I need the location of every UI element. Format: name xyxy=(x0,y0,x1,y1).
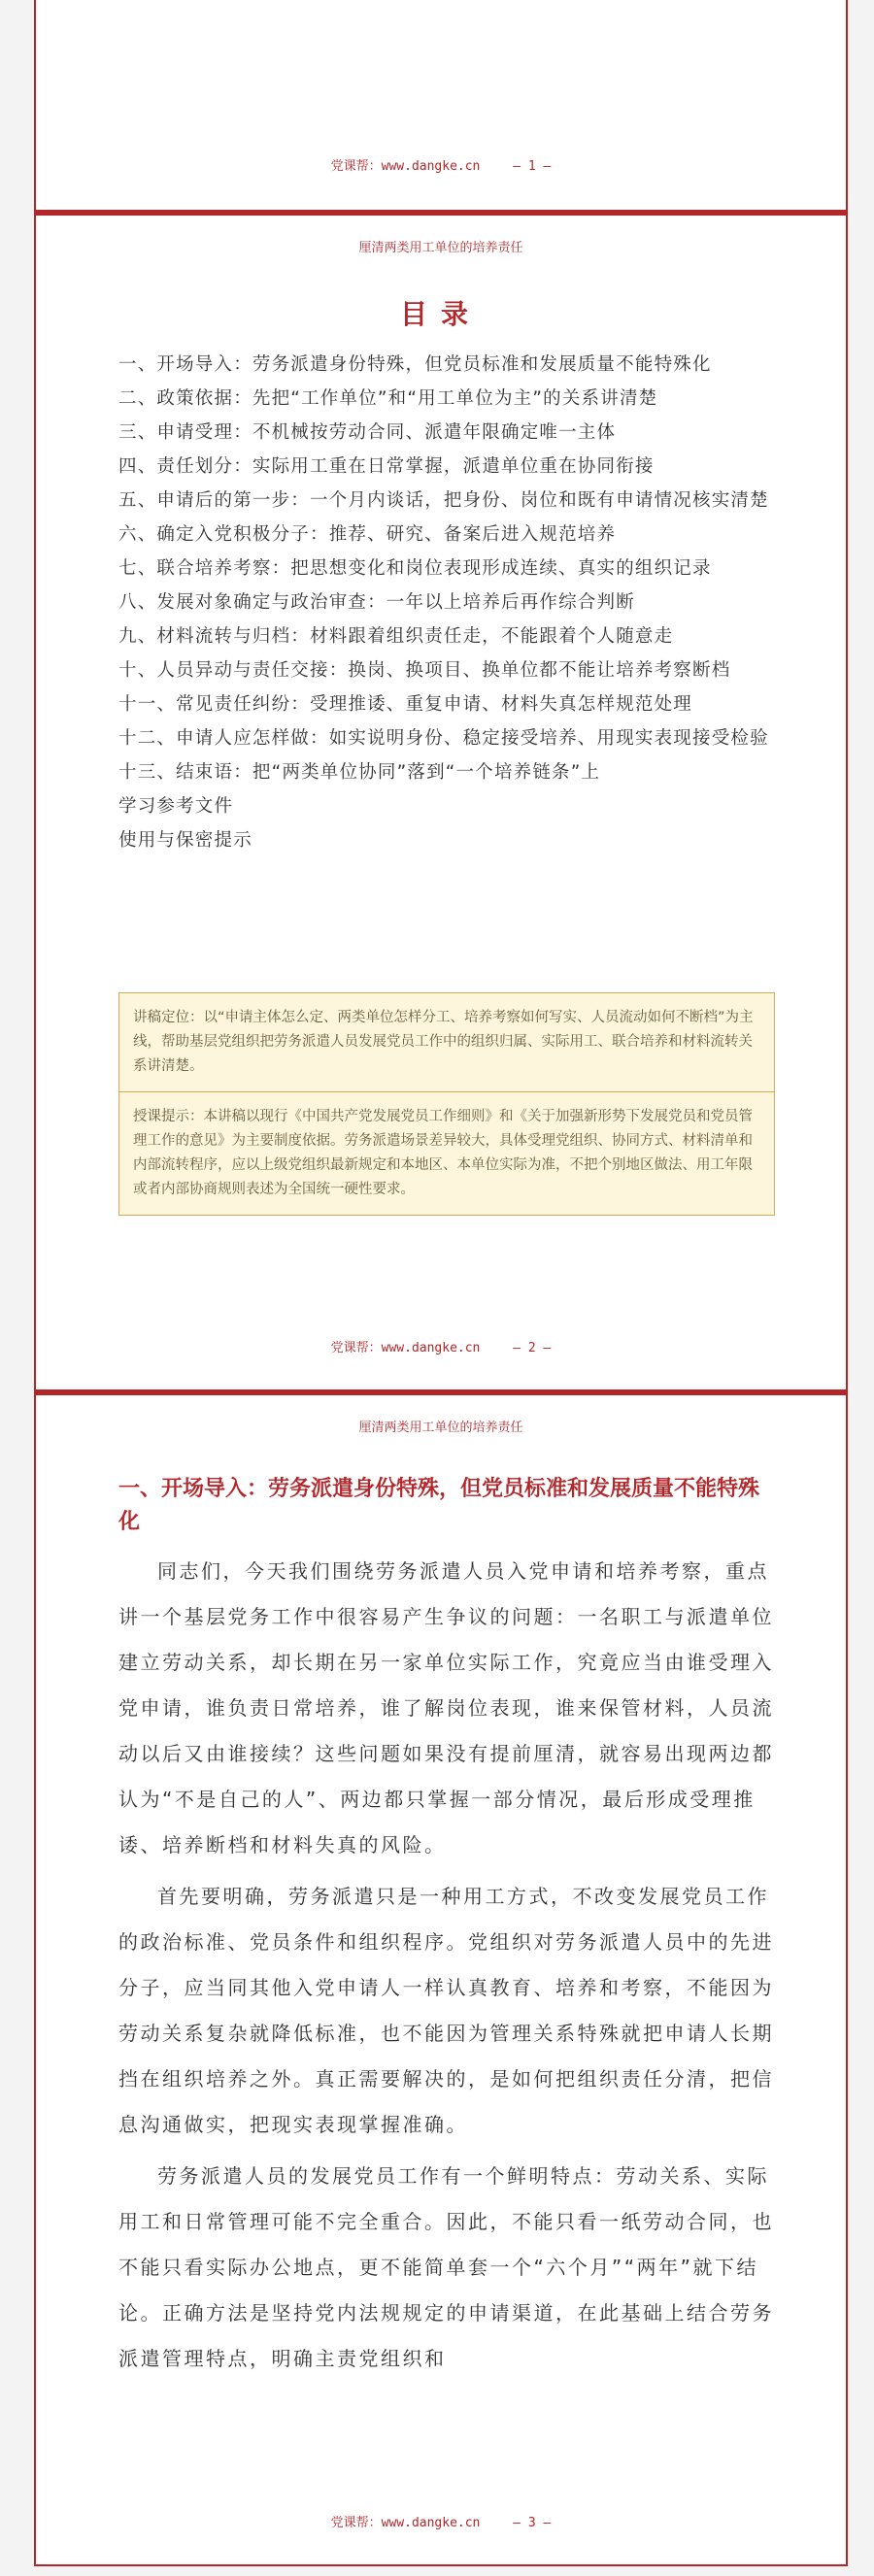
page-number: — 3 — xyxy=(513,2516,552,2530)
toc-item[interactable]: 一、开场导入：劳务派遣身份特殊，但党员标准和发展质量不能特殊化 xyxy=(118,354,712,375)
footer-site: 党课帮：www.dangke.cn xyxy=(330,2516,481,2530)
footer-site: 党课帮：www.dangke.cn xyxy=(330,1341,481,1355)
teaching-note: 授课提示：本讲稿以现行《中国共产党发展党员工作细则》和《关于加强新形势下发展党员和党员管理工作的意见》为主要制度依据。劳务派遣场景差异较大，具体受理党组织、协同方式、材料清单和内部流转程序，应以上级党组织最新规定和本地区、本单位实际为准，不把个别地区做法、用工年限或者内部协商规则表述为全国统一硬性要求。 xyxy=(119,1091,774,1215)
page-footer xyxy=(36,1337,846,1355)
toc-item[interactable]: 九、材料流转与归档：材料跟着组织责任走，不能跟着个人随意走 xyxy=(118,626,674,647)
section-body xyxy=(118,1549,775,2388)
toc-item[interactable]: 七、联合培养考察：把思想变化和岗位表现形成连续、真实的组织记录 xyxy=(118,558,712,579)
toc-item[interactable]: 学习参考文件 xyxy=(118,796,234,817)
running-header: 厘清两类用工单位的培养责任 xyxy=(358,241,523,255)
page-footer xyxy=(36,155,846,174)
running-header: 厘清两类用工单位的培养责任 xyxy=(358,1421,523,1435)
positioning-note: 讲稿定位：以“申请主体怎么定、两类单位怎样分工、培养考察如何写实、人员流动如何不断档”为主线，帮助基层党组织把劳务派遣人员发展党员工作中的组织归属、实际用工、联合培养和材料流转关系讲清楚。 xyxy=(133,1010,754,1074)
page-number: — 2 — xyxy=(513,1341,552,1355)
page-2 xyxy=(34,212,848,1391)
toc-item[interactable]: 十三、结束语：把“两类单位协同”落到“一个培养链条”上 xyxy=(118,762,601,783)
toc-item[interactable]: 六、确定入党积极分子：推荐、研究、备案后进入规范培养 xyxy=(118,524,617,545)
toc-item[interactable]: 十、人员异动与责任交接：换岗、换项目、换单位都不能让培养考察断档 xyxy=(118,660,731,681)
toc-item[interactable]: 十二、申请人应怎样做：如实说明身份、稳定接受培养、用现实表现接受检验 xyxy=(118,728,769,749)
footer-site: 党课帮：www.dangke.cn xyxy=(330,159,481,174)
toc-list xyxy=(118,351,769,861)
page-footer xyxy=(36,2512,846,2530)
toc-item[interactable]: 四、责任划分：实际用工重在日常掌握，派遣单位重在协同衔接 xyxy=(118,456,655,477)
toc-item[interactable]: 五、申请后的第一步：一个月内谈话，把身份、岗位和既有申请情况核实清楚 xyxy=(118,490,769,511)
toc-item[interactable]: 二、政策依据：先把“工作单位”和“用工单位为主”的关系讲清楚 xyxy=(118,388,658,409)
toc-item[interactable]: 三、申请受理：不机械按劳动合同、派遣年限确定唯一主体 xyxy=(118,422,617,443)
section-heading: 一、开场导入：劳务派遣身份特殊，但党员标准和发展质量不能特殊化 xyxy=(118,1477,760,1534)
page-3 xyxy=(34,1391,848,2566)
body-paragraph: 劳务派遣人员的发展党员工作有一个鲜明特点：劳动关系、实际用工和日常管理可能不完全重合。因此，不能只看一纸劳动合同，也不能只看实际办公地点，更不能简单套一个“六个月”“两年”就下结论。正确方法是坚持党内法规规定的申请渠道，在此基础上结合劳务派遣管理特点，明确主责党组织和 xyxy=(118,2164,774,2370)
page-1 xyxy=(34,0,848,212)
body-paragraph: 首先要明确，劳务派遣只是一种用工方式，不改变发展党员工作的政治标准、党员条件和组织程序。党组织对劳务派遣人员中的先进分子，应当同其他入党申请人一样认真教育、培养和考察，不能因为劳动关系复杂就降低标准，也不能因为管理关系特殊就把申请人长期挡在组织培养之外。真正需要解决的，是如何把组织责任分清，把信息沟通做实，把现实表现掌握准确。 xyxy=(118,1885,774,2136)
toc-item[interactable]: 八、发展对象确定与政治审查：一年以上培养后再作综合判断 xyxy=(118,592,635,613)
notes-box xyxy=(118,992,775,1216)
body-paragraph: 同志们，今天我们围绕劳务派遣人员入党申请和培养考察，重点讲一个基层党务工作中很容易产生争议的问题：一名职工与派遣单位建立劳动关系，却长期在另一家单位实际工作，究竟应当由谁受理入党申请，谁负责日常培养，谁了解岗位表现，谁来保管材料，人员流动以后又由谁接续？这些问题如果没有提前厘清，就容易出现两边都认为“不是自己的人”、两边都只掌握一部分情况，最后形成受理推诿、培养断档和材料失真的风险。 xyxy=(118,1559,774,1857)
toc-item[interactable]: 使用与保密提示 xyxy=(118,830,252,851)
toc-title: 目录 xyxy=(399,298,482,330)
toc-item[interactable]: 十一、常见责任纠纷：受理推诿、重复申请、材料失真怎样规范处理 xyxy=(118,694,693,715)
page-number: — 1 — xyxy=(513,159,552,174)
